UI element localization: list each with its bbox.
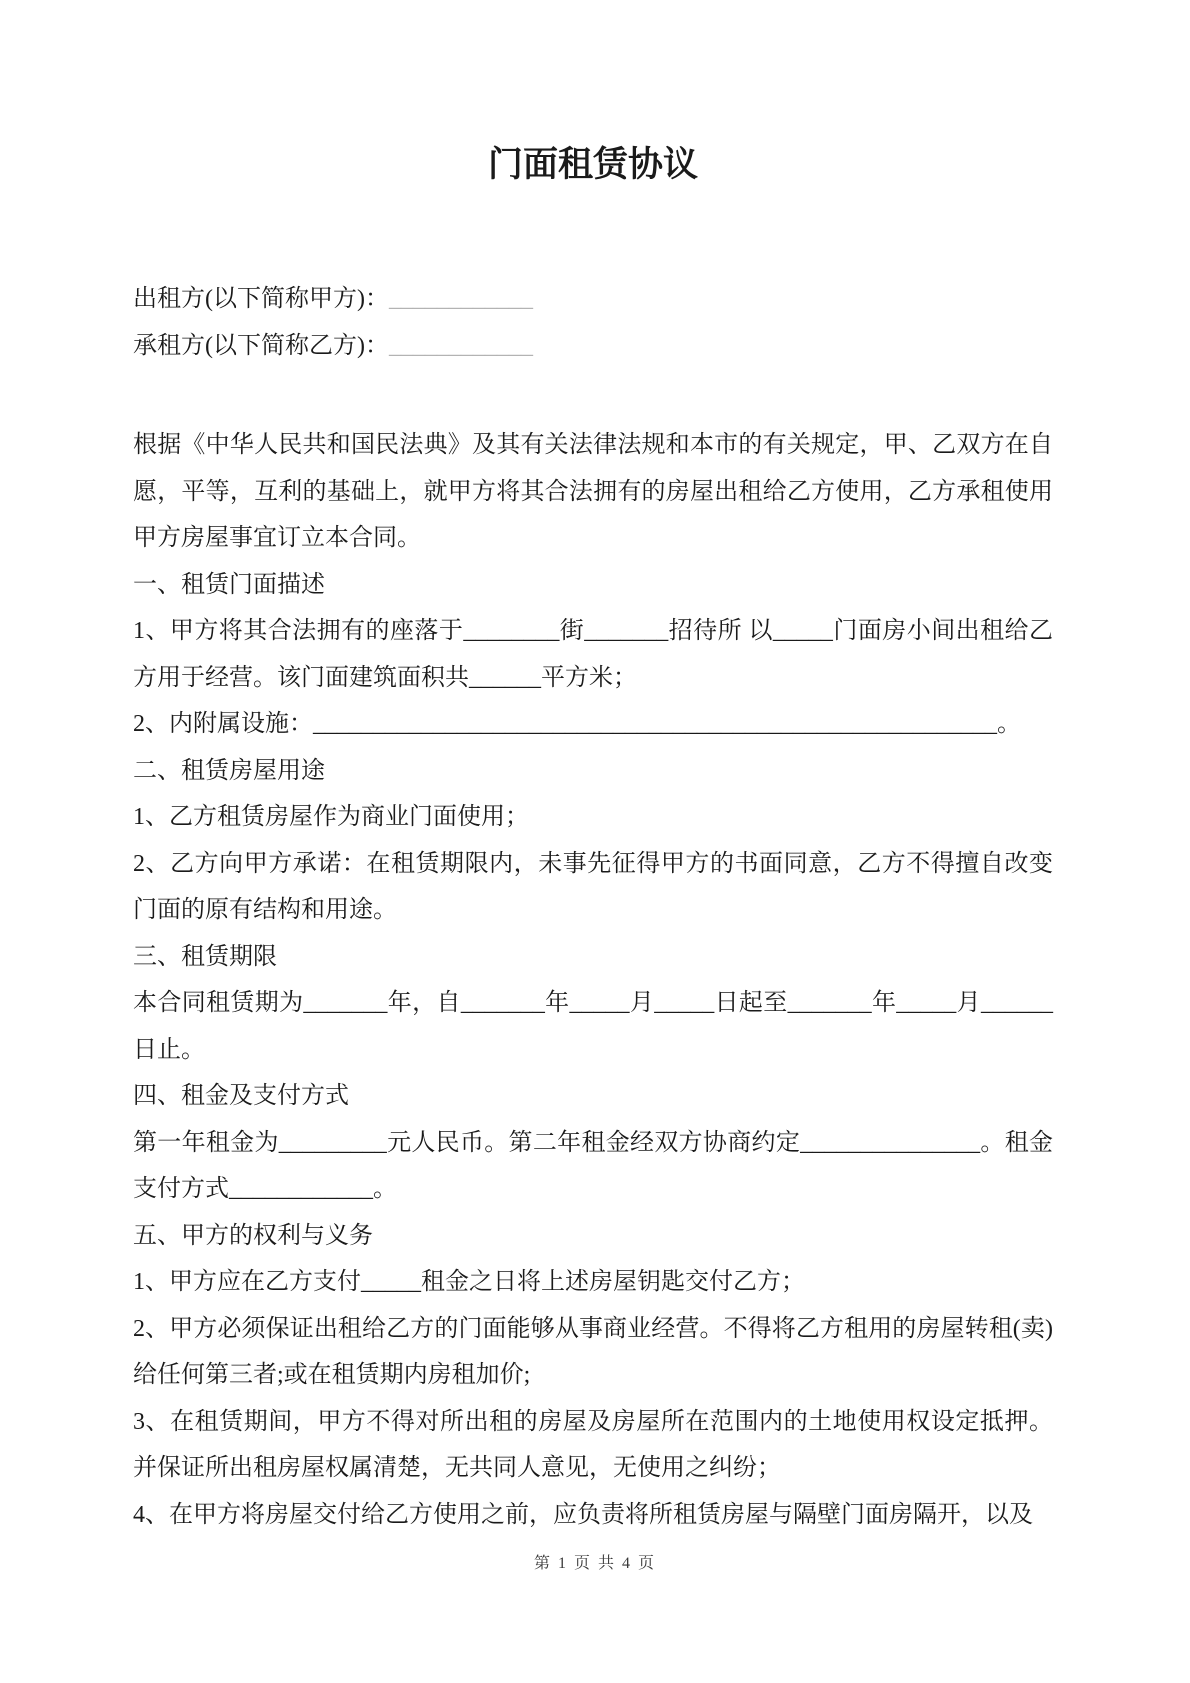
clause-2-2: 2、乙方向甲方承诺：在租赁期限内，未事先征得甲方的书面同意，乙方不得擅自改变门面的原有结构和用途。 (133, 850, 1053, 923)
lessee-name-blank: ____________ (388, 332, 533, 359)
clause-2-1: 1、乙方租赁房屋作为商业门面使用； (133, 804, 529, 830)
parties-block (133, 276, 1053, 369)
lessor-name-blank: ____________ (388, 286, 533, 312)
section-1-heading: 一、租赁门面描述 (133, 571, 325, 598)
clause-4-rent: 第一年租金为_________元人民币。第二年租金经双方协商约定_______________。租金支付方式____________。 (133, 1129, 1053, 1202)
section-2-heading: 二、租赁房屋用途 (133, 757, 325, 784)
lessor-label: 出租方(以下简称甲方)： (133, 286, 389, 312)
lessee-line (133, 323, 1053, 370)
clause-1-2: 2、内附属设施：_________________________________________________________。 (133, 711, 1021, 737)
clause-5-4: 4、在甲方将房屋交付给乙方使用之前，应负责将所租赁房屋与隔壁门面房隔开，以及 (133, 1501, 1033, 1528)
section-3-heading: 三、租赁期限 (133, 943, 277, 970)
clause-3-term: 本合同租赁期为_______年，自_______年_____月_____日起至_______年_____月______日止。 (133, 990, 1053, 1063)
lessee-label: 承租方(以下简称乙方)： (133, 332, 389, 359)
clause-5-3: 3、在租赁期间，甲方不得对所出租的房屋及房屋所在范围内的土地使用权设定抵押。并保证所出租房屋权属清楚，无共同人意见，无使用之纠纷； (133, 1408, 1053, 1481)
clause-5-1: 1、甲方应在乙方支付_____租金之日将上述房屋钥匙交付乙方； (133, 1269, 805, 1295)
section-4-heading: 四、租金及支付方式 (133, 1083, 349, 1109)
spacer (133, 369, 1053, 422)
contract-body (133, 422, 1053, 1538)
lessor-line (133, 276, 1053, 323)
document-title: 门面租赁协议 (487, 145, 698, 184)
section-5-heading: 五、甲方的权利与义务 (133, 1222, 373, 1249)
intro-paragraph: 根据《中华人民共和国民法典》及其有关法律法规和本市的有关规定，甲、乙双方在自愿，平等，互利的基础上，就甲方将其合法拥有的房屋出租给乙方使用，乙方承租使用甲方房屋事宜订立本合同。 (133, 432, 1053, 551)
clause-1-1: 1、甲方将其合法拥有的座落于________街_______招待所 以_____门面房小间出租给乙方用于经营。该门面建筑面积共______平方米； (133, 618, 1053, 691)
page-number-footer: 第 1 页 共 4 页 (533, 1555, 656, 1572)
clause-5-2: 2、甲方必须保证出租给乙方的门面能够从事商业经营。不得将乙方租用的房屋转租(卖)给任何第三者;或在租赁期内房租加价; (133, 1315, 1053, 1388)
